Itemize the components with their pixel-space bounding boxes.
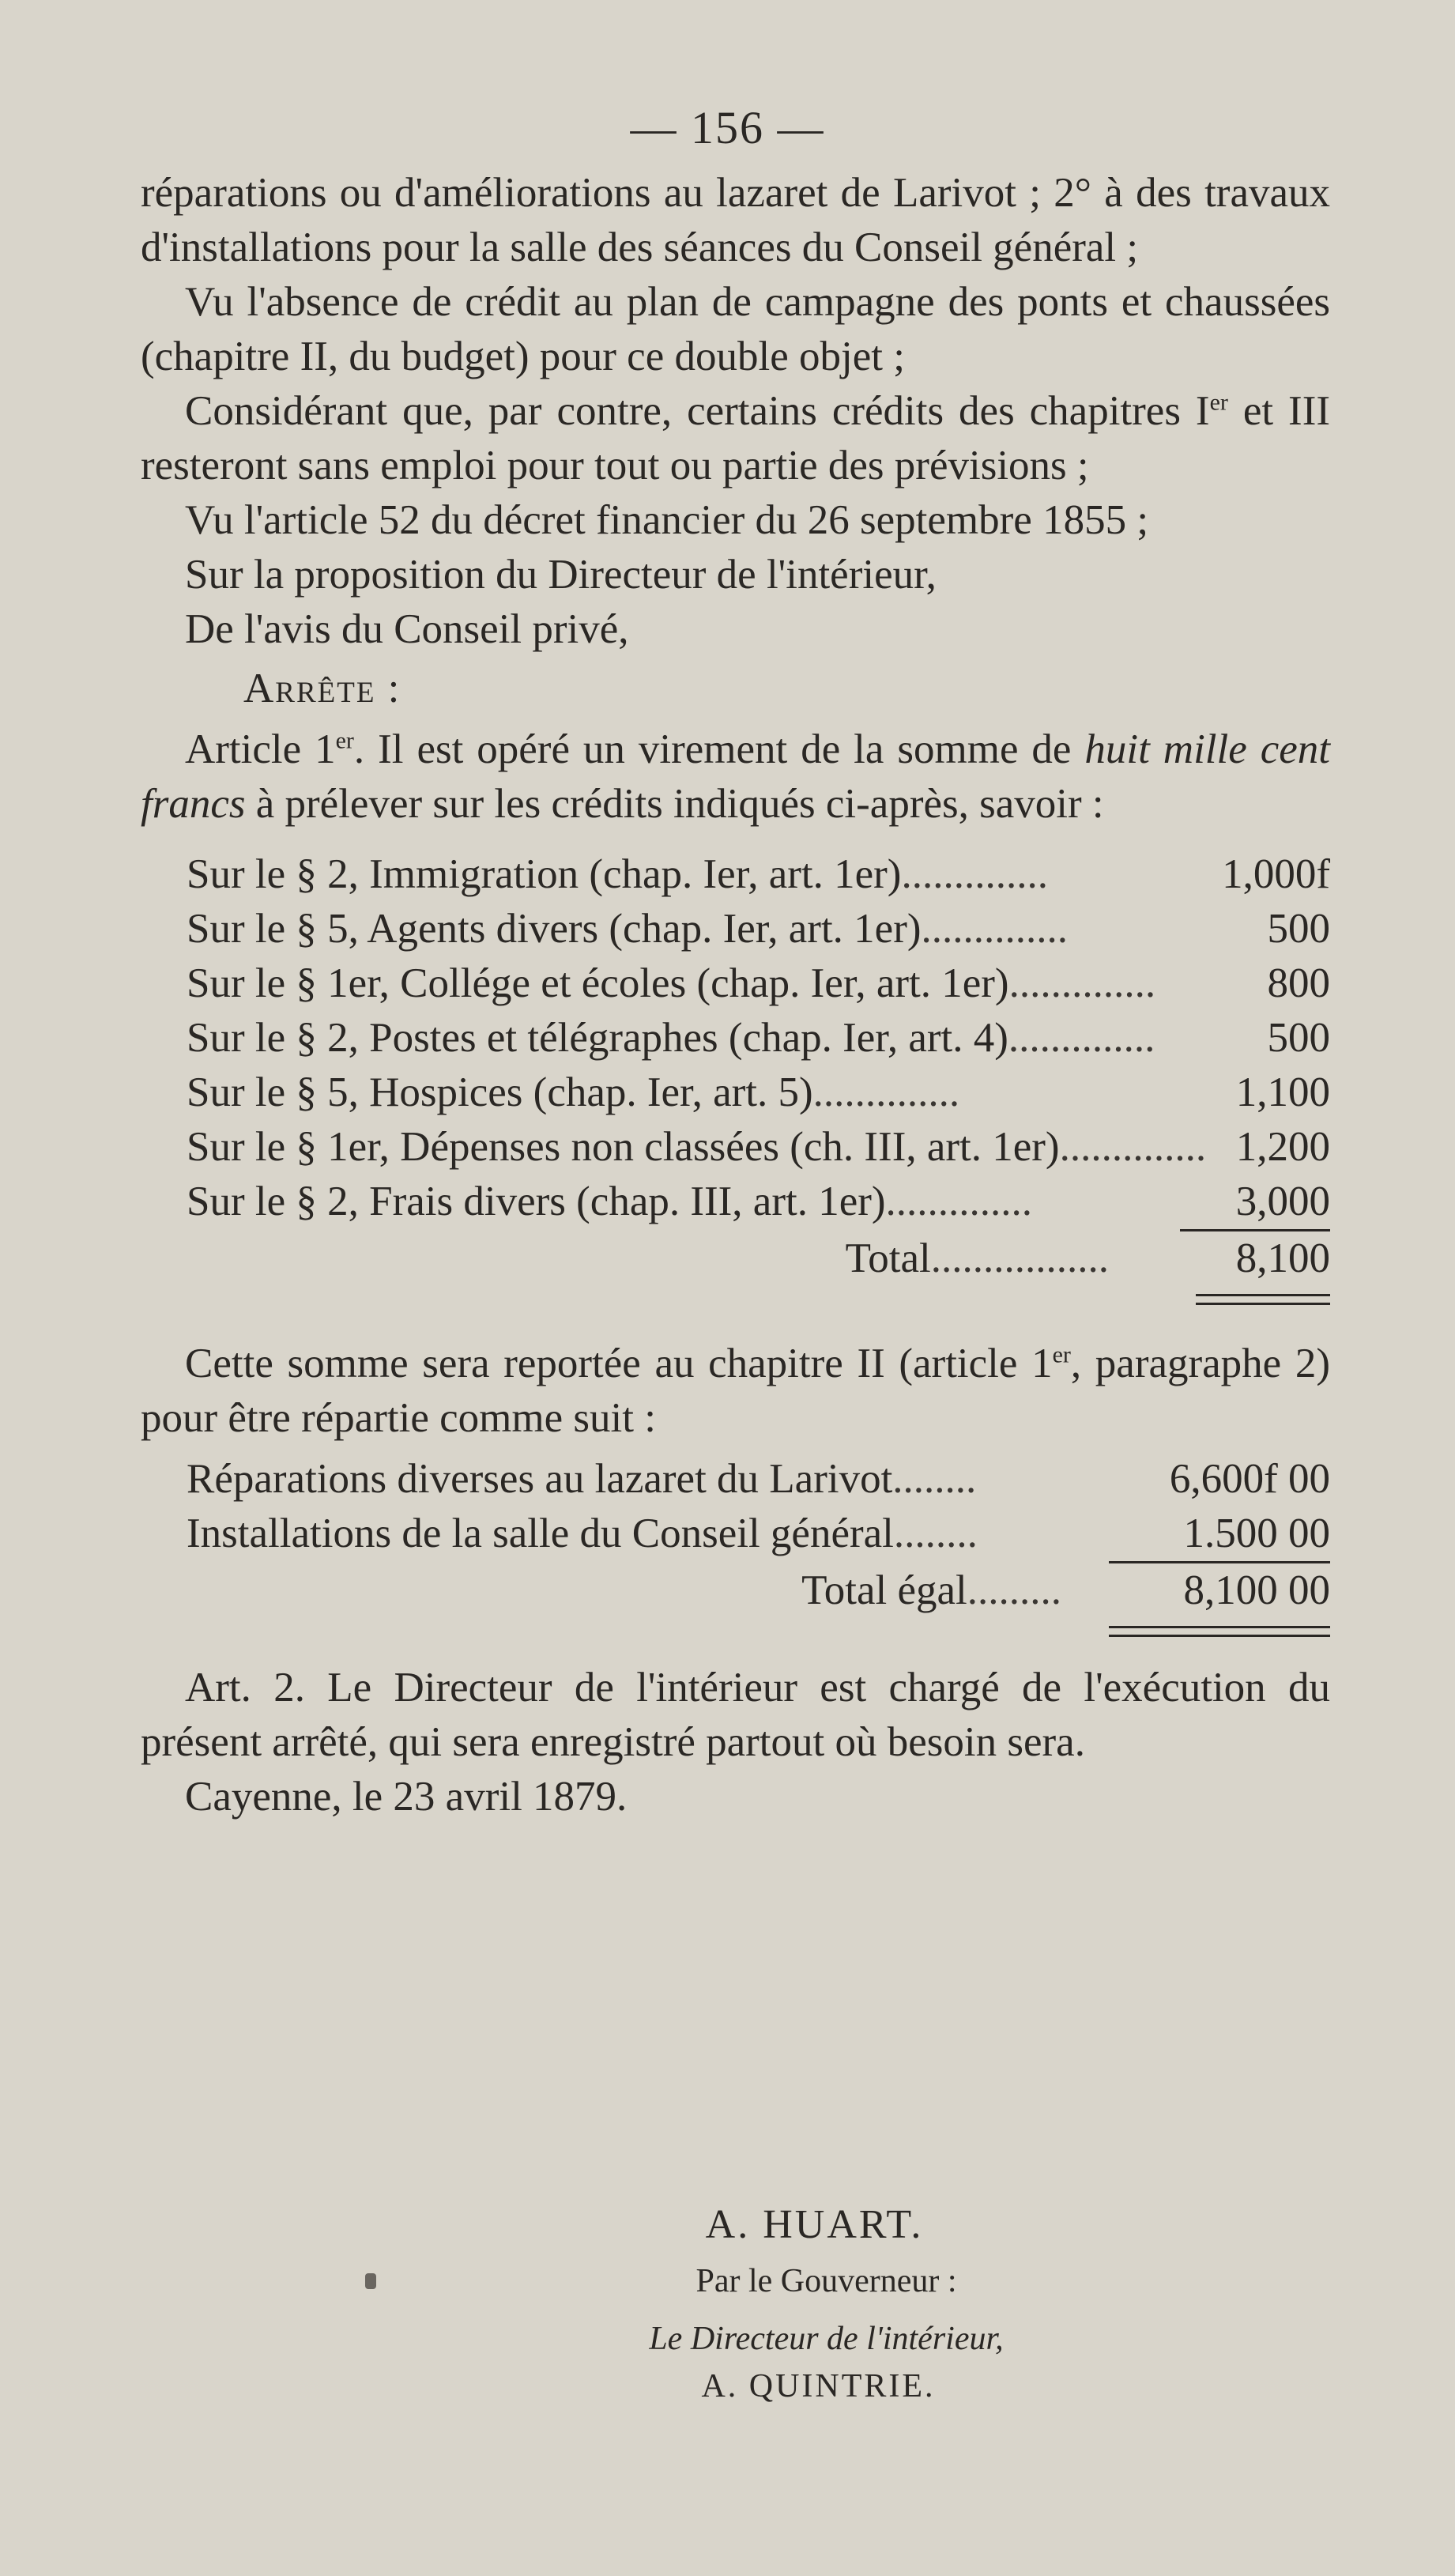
article-1-label: Article 1 (185, 726, 336, 772)
article-1-text-end: à prélever sur les crédits indiqués ci-après, savoir : (245, 781, 1104, 827)
table-row (187, 902, 1330, 956)
total-label: Total................. (845, 1235, 1109, 1281)
total-row (187, 1231, 1330, 1286)
paragraph-article-2: Art. 2. Le Directeur de l'intérieur est chargé de l'exécution du présent arrêté, qui sera enregistré partout où besoin sera. (141, 1665, 1330, 1765)
paragraph-article-1 (141, 722, 1330, 832)
superscript-er: er (1052, 1341, 1071, 1368)
row-amount: 6,600f 00 (1169, 1456, 1330, 1502)
row-amount: 3,000 (1235, 1179, 1330, 1224)
row-amount: 1,100 (1235, 1069, 1330, 1115)
paragraph-repartition (141, 1337, 1330, 1446)
total-label: Total égal......... (801, 1567, 1061, 1613)
repartition-table (187, 1452, 1330, 1637)
row-label: Sur le § 2, Frais divers (chap. III, art. 1er).............. (187, 1179, 1033, 1224)
considerant-text: Considérant que, par contre, certains crédits des chapitres I (185, 388, 1210, 434)
table-row (187, 1065, 1330, 1120)
row-amount: 800 (1267, 960, 1330, 1006)
credits-table (187, 847, 1330, 1305)
paragraph-proposition: Sur la proposition du Directeur de l'intérieur, (185, 552, 937, 598)
repartition-text-end: , paragraphe 2) pour être répartie comme suit : (141, 1341, 1330, 1441)
superscript-er: er (335, 727, 354, 754)
article-1-sum: huit mille cent francs (141, 726, 1331, 827)
repartition-text: Cette somme sera reportée au chapitre II (article 1 (185, 1341, 1053, 1386)
arrete-heading: Arrête : (243, 666, 401, 711)
paragraph-considerant (141, 384, 1330, 493)
row-amount: 500 (1267, 906, 1330, 952)
table-row (187, 956, 1330, 1011)
row-label: Sur le § 5, Hospices (chap. Ier, art. 5).............. (187, 1069, 960, 1115)
total-row (187, 1563, 1330, 1618)
dateline: Cayenne, le 23 avril 1879. (185, 1774, 628, 1820)
row-label: Sur le § 1er, Collége et écoles (chap. Ier, art. 1er).............. (187, 960, 1156, 1006)
table-row (187, 1507, 1330, 1561)
paragraph-reparations: réparations ou d'améliorations au lazaret de Larivot ; 2° à des travaux d'installations pour la salle des séances du Conseil général ; (141, 170, 1330, 270)
row-label: Sur le § 1er, Dépenses non classées (ch. III, art. 1er).............. (187, 1124, 1207, 1170)
row-label: Réparations diverses au lazaret du Larivot........ (187, 1456, 977, 1502)
par-le-gouverneur: Par le Gouverneur : (695, 2263, 957, 2299)
director-signature: A. QUINTRIE. (701, 2368, 936, 2404)
page-number: — 156 — (630, 102, 825, 153)
row-amount: 1,000f (1222, 851, 1330, 897)
row-amount: 500 (1267, 1015, 1330, 1061)
table-row (187, 1452, 1330, 1507)
considerant-text-cont: et III resteront sans emploi pour tout ou partie des prévisions ; (141, 388, 1330, 488)
table-row (187, 1175, 1330, 1229)
director-title: Le Directeur de l'intérieur, (649, 2321, 1004, 2357)
paragraph-vu-absence: Vu l'absence de crédit au plan de campagne des ponts et chaussées (chapitre II, du budget) pour ce double objet ; (141, 279, 1330, 379)
row-label: Sur le § 2, Postes et télégraphes (chap. Ier, art. 4).............. (187, 1015, 1155, 1061)
paragraph-avis: De l'avis du Conseil privé, (185, 606, 629, 652)
table-row (187, 847, 1330, 902)
superscript-er: er (1209, 389, 1228, 416)
total-amount: 8,100 (1235, 1235, 1330, 1281)
row-label: Sur le § 5, Agents divers (chap. Ier, art. 1er).............. (187, 906, 1068, 952)
document-body (141, 166, 1330, 1824)
double-rule (1196, 1294, 1330, 1305)
table-row (187, 1120, 1330, 1175)
row-label: Installations de la salle du Conseil général........ (187, 1511, 978, 1556)
article-1-text: . Il est opéré un virement de la somme de (353, 726, 1085, 772)
row-label: Sur le § 2, Immigration (chap. Ier, art. 1er).............. (187, 851, 1048, 897)
paragraph-vu-article: Vu l'article 52 du décret financier du 26 septembre 1855 ; (185, 497, 1149, 543)
governor-signature: A. HUART. (705, 2202, 924, 2247)
table-row (187, 1011, 1330, 1065)
total-amount: 8,100 00 (1183, 1567, 1330, 1613)
ink-spot (365, 2273, 376, 2289)
double-rule (1109, 1626, 1330, 1637)
row-amount: 1,200 (1235, 1124, 1330, 1170)
row-amount: 1.500 00 (1183, 1511, 1330, 1556)
